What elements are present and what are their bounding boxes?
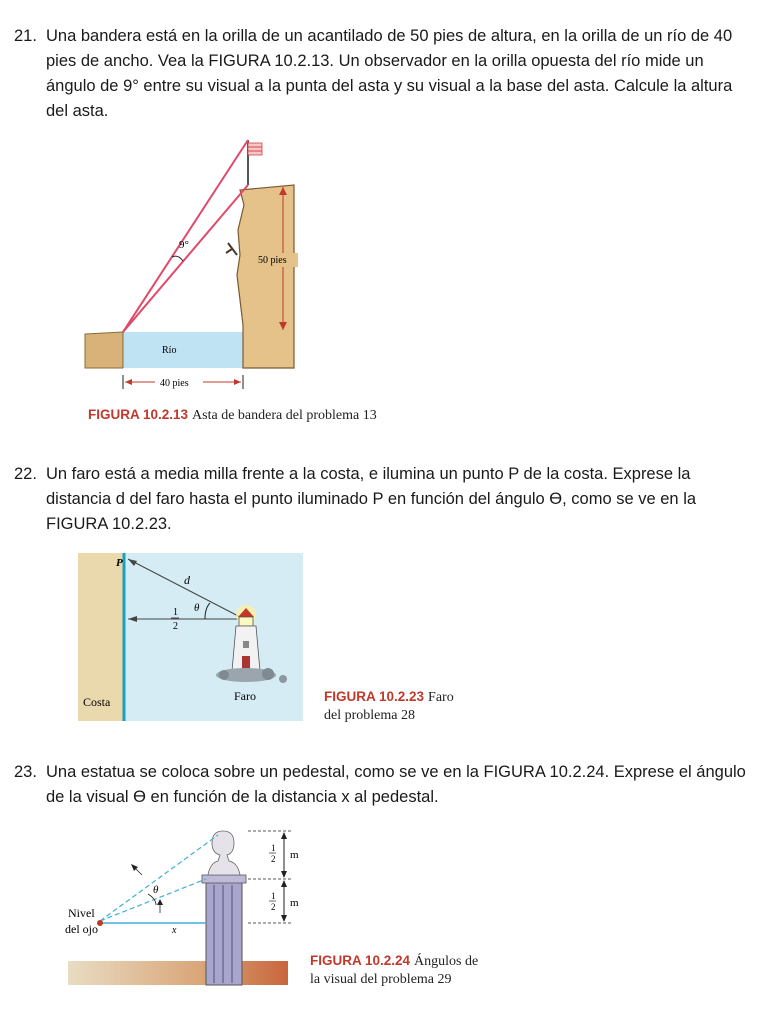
eye-level-label-2: del ojo xyxy=(65,922,98,936)
caption-text-1: Ángulos de xyxy=(414,954,479,969)
point-p-label: P xyxy=(116,557,123,569)
upper-half-den: 2 xyxy=(271,854,276,864)
flag xyxy=(248,143,262,155)
problem-22 xyxy=(14,462,754,537)
problem-text: Un faro está a media milla frente a la costa, e ilumina un punto P de la costa. Exprese la distancia d del faro hasta el punto iluminado P en función del ángulo ϴ, como se ve en la FIGURA 10.2.23. xyxy=(46,465,697,533)
upper-unit: m xyxy=(290,849,299,861)
caption-label: FIGURA 10.2.13 xyxy=(88,407,189,422)
figure-caption-24 xyxy=(310,952,478,989)
ground xyxy=(68,961,288,985)
figure-flagpole xyxy=(80,135,310,400)
caption-text: Asta de bandera del problema 13 xyxy=(192,408,377,423)
river-water xyxy=(123,332,243,368)
left-bank xyxy=(85,332,123,368)
half-den: 2 xyxy=(173,621,178,632)
angle-label: 9° xyxy=(179,239,189,251)
lower-half-num: 1 xyxy=(271,891,276,901)
problem-number: 23. xyxy=(14,763,37,781)
tree-branch xyxy=(226,243,237,255)
problem-number: 21. xyxy=(14,27,37,45)
distance-d-label: d xyxy=(184,573,190,587)
sight-line-base xyxy=(123,185,248,332)
figure-caption-23 xyxy=(324,688,454,725)
sight-line-top xyxy=(123,140,248,332)
problem-text: Una estatua se coloca sobre un pedestal, como se ve en la FIGURA 10.2.24. Exprese el ángulo de la visual ϴ en función de la distancia x al pedestal. xyxy=(46,763,746,806)
figure-lighthouse xyxy=(78,553,303,721)
lower-half-den: 2 xyxy=(271,902,276,912)
theta-label: θ xyxy=(194,602,200,614)
statue-bust xyxy=(208,831,240,875)
upper-half-num: 1 xyxy=(271,843,276,853)
figure-caption-13 xyxy=(88,406,377,425)
coast-label: Costa xyxy=(83,695,111,709)
caption-label: FIGURA 10.2.23 xyxy=(324,689,425,704)
angle-arc xyxy=(172,256,183,261)
figure-statue xyxy=(60,825,310,997)
half-num: 1 xyxy=(173,607,178,618)
problem-text: Una bandera está en la orilla de un acantilado de 50 pies de altura, en la orilla de un río de 40 pies de ancho. Vea la FIGURA 10.2.13. Un observador en la orilla opuesta del río mide un ángulo de 9° entre su visual a la punta del asta y su visual a la base del asta. Calcule la altura del asta. xyxy=(46,27,733,120)
caption-text-2: la visual del problema 29 xyxy=(310,972,452,987)
problem-21 xyxy=(14,24,754,124)
lower-unit: m xyxy=(290,897,299,909)
problem-23 xyxy=(14,760,754,810)
caption-label: FIGURA 10.2.24 xyxy=(310,953,411,968)
problem-number: 22. xyxy=(14,465,37,483)
height-label: 50 pies xyxy=(258,255,287,266)
lighthouse-label: Faro xyxy=(234,689,256,703)
width-label: 40 pies xyxy=(160,378,189,389)
eye-level-label-1: Nivel xyxy=(68,906,95,920)
theta-label: θ xyxy=(153,884,159,896)
cliff xyxy=(237,185,294,368)
caption-text-2: del problema 28 xyxy=(324,708,415,723)
x-label: x xyxy=(172,925,177,936)
sight-line-top xyxy=(100,835,218,921)
river-label: Río xyxy=(162,345,177,356)
caption-text-1: Faro xyxy=(428,690,454,705)
